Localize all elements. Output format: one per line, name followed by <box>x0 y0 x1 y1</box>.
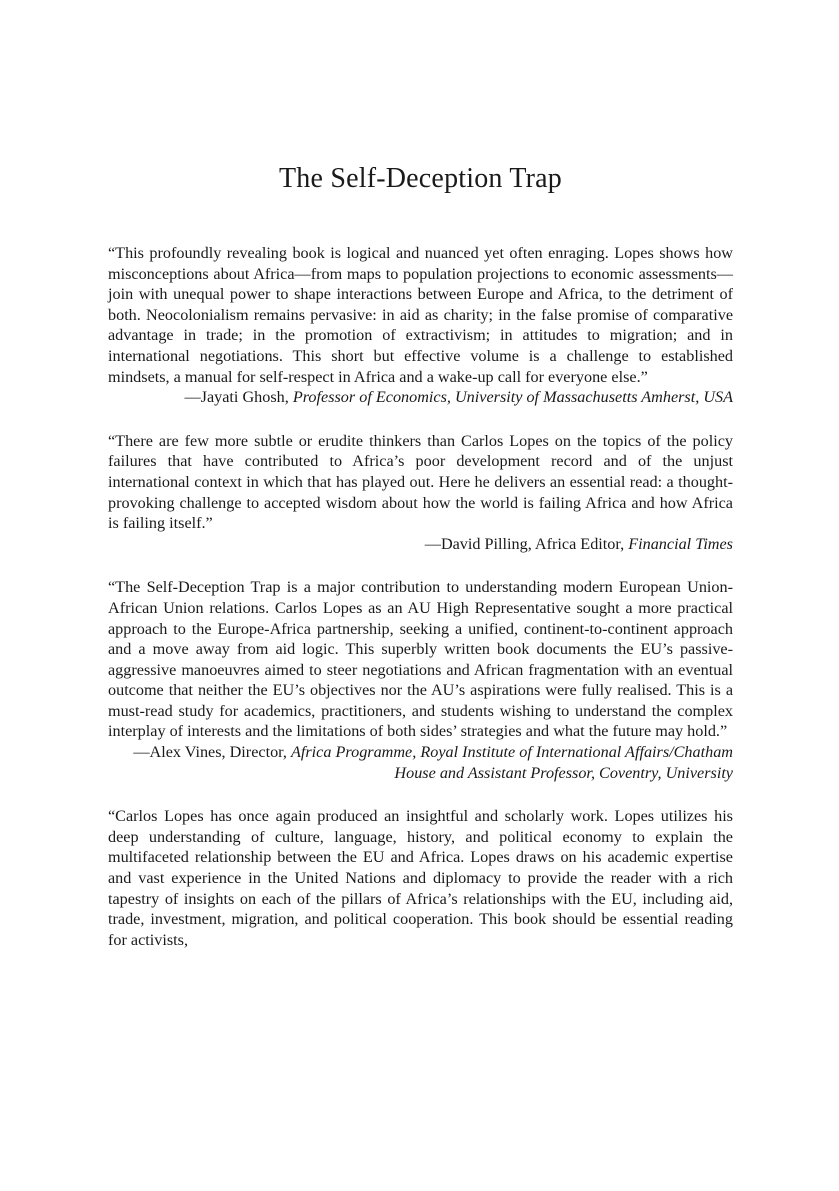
endorsement-quote: “This profoundly revealing book is logical and nuanced yet often enraging. Lopes shows how misconceptions about Africa—from maps to population projections to economic assessments—join with unequal power to shape interactions between Europe and Africa, to the detriment of both. Neocolonialism remains pervasive: in aid as charity; in the false promise of comparative advantage in trade; in the promotion of extractivism; in attitudes to migration; and in international negotiations. This short but effective volume is a challenge to established mindsets, a manual for self-respect in Africa and a wake-up call for everyone else.” <box>108 244 733 386</box>
endorsement-attribution <box>108 534 733 555</box>
endorsement-quote: “The Self-Deception Trap is a major contribution to understanding modern European Union-African Union relations. Carlos Lopes as an AU High Representative sought a more practical approach to the Europe-Africa partnership, seeking a unified, continent-to-continent approach and a move away from aid logic. This superbly written book documents the EU’s passive-aggressive manoeuvres aimed to steer negotiations and African fragmentation with an eventual outcome that neither the EU’s objectives nor the AU’s aspirations were fully realised. This is a must-read study for academics, practitioners, and students wishing to understand the complex interplay of interests and the limitations of both sides’ strategies and what the future may hold.” <box>108 578 733 741</box>
endorsement-author: —Alex Vines, Director, <box>133 743 291 762</box>
endorsement-affiliation: Professor of Economics, University of Massachusetts Amherst, USA <box>292 388 733 407</box>
endorsement <box>108 431 733 555</box>
endorsement <box>108 243 733 408</box>
endorsement-affiliation: Africa Programme, Royal Institute of International Affairs/Chatham House and Assistant Professor, Coventry, University <box>291 743 733 782</box>
endorsement-affiliation: Financial Times <box>628 534 733 553</box>
endorsement-attribution <box>108 742 733 783</box>
endorsement <box>108 806 733 950</box>
endorsement <box>108 577 733 783</box>
page-title: The Self-Deception Trap <box>279 163 562 194</box>
endorsement-author: —David Pilling, Africa Editor, <box>424 534 629 553</box>
endorsement-quote: “Carlos Lopes has once again produced an insightful and scholarly work. Lopes utilizes his deep understanding of culture, language, history, and political economy to explain the multifaceted relationship between the EU and Africa. Lopes draws on his academic expertise and vast experience in the United Nations and diplomacy to provide the reader with a rich tapestry of insights on each of the pillars of Africa’s relationships with the EU, including aid, trade, investment, migration, and political cooperation. This book should be essential reading for activists, <box>108 807 733 949</box>
endorsements <box>108 243 733 973</box>
endorsement-author: —Jayati Ghosh, <box>184 388 293 407</box>
endorsement-quote: “There are few more subtle or erudite thinkers than Carlos Lopes on the topics of the policy failures that have contributed to Africa’s poor development record and of the unjust international context in which that has played out. Here he delivers an essential read: a thought-provoking challenge to accepted wisdom about how the world is failing Africa and how Africa is failing itself.” <box>108 431 733 533</box>
endorsement-attribution <box>108 387 733 408</box>
